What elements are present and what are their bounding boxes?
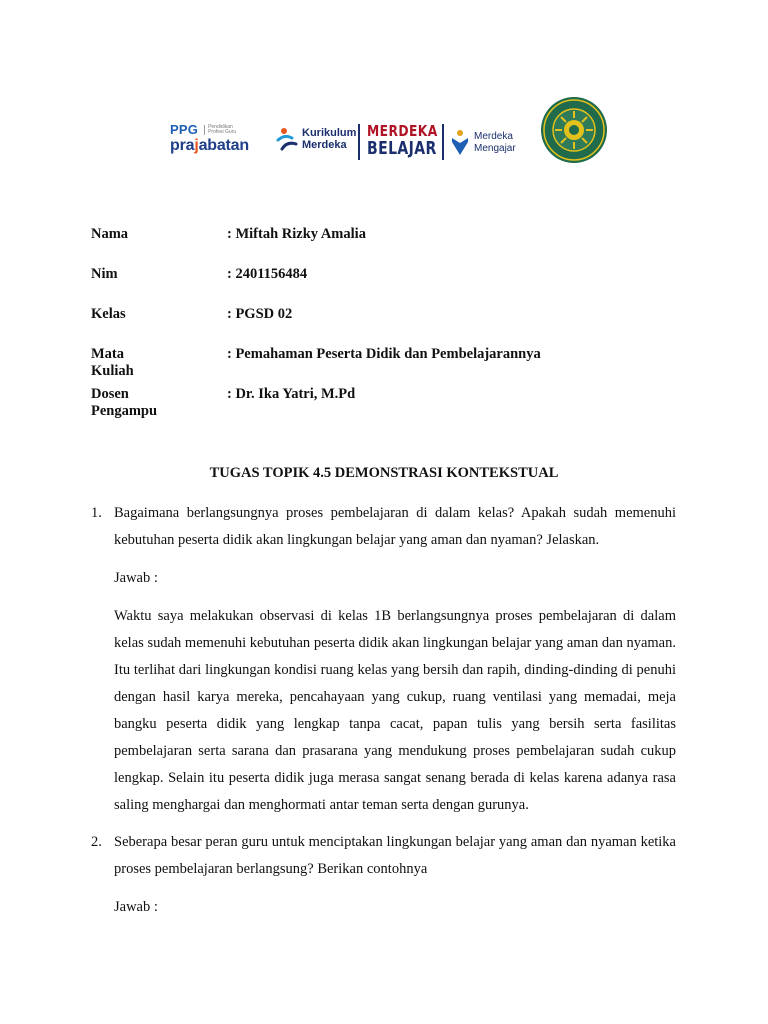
info-value: : Pemahaman Peserta Didik dan Pembelajarannya <box>227 346 541 362</box>
info-value: : Dr. Ika Yatri, M.Pd <box>227 386 356 402</box>
question-number: 2. <box>91 834 102 850</box>
info-value: : PGSD 02 <box>227 306 293 322</box>
kurikulum-logo-line2: Merdeka <box>302 139 347 151</box>
logo-divider <box>442 124 444 160</box>
document-title: TUGAS TOPIK 4.5 DEMONSTRASI KONTEKSTUAL <box>209 465 559 481</box>
ppg-prajabatan-logo <box>170 122 249 155</box>
prajabatan-wordmark: prajabatan <box>170 137 249 154</box>
ppg-logo-subtext: Pendidikan Profesi Guru <box>204 125 242 135</box>
merdeka-belajar-line2: BELAJAR <box>367 138 437 159</box>
logo-strip <box>0 96 768 166</box>
answer-text: Waktu saya melakukan observasi di kelas 1B berlangsungnya proses pembelajaran di dalam kelas sudah memenuhi kebutuhan peserta didik akan lingkungan belajar yang aman dan nyaman. Itu terlihat dari lingkungan kondisi ruang kelas yang bersih dan rapih, dinding-dinding di penuhi dengan hasil karya mereka, pencahayaan yang cukup, ruang ventilasi yang memadai, meja bangku peserta didik yang lengkap tanpa cacat, papan tulis yang bersih serta fasilitas pembelajaran serta sarana dan prasarana yang mendukung proses pembelajaran sudah cukup lengkap. Selain itu peserta didik juga merasa sangat senang berada di kelas karena adanya rasa saling menghargai dan menghormati antar teman serta dengan gurunya. <box>114 608 676 813</box>
university-seal-icon <box>540 96 608 164</box>
mengajar-logo-line2: Mengajar <box>474 143 516 154</box>
info-value: : 2401156484 <box>227 266 308 282</box>
university-seal-logo <box>540 96 608 169</box>
info-label: Mata Kuliah <box>91 346 134 379</box>
info-label: Dosen Pengampu <box>91 386 158 419</box>
question-text: Bagaimana berlangsungnya proses pembelajaran di dalam kelas? Apakah sudah memenuhi kebutuhan peserta didik akan lingkungan belajar yang aman dan nyaman? Jelaskan. <box>114 505 676 548</box>
mengajar-logo-line1: Merdeka <box>474 131 513 142</box>
answer-label: Jawab : <box>114 570 158 586</box>
info-label: Kelas <box>91 306 126 322</box>
answer-label: Jawab : <box>114 899 158 915</box>
ppg-logo-text: PPG <box>170 122 199 137</box>
kurikulum-merdeka-icon <box>276 126 298 152</box>
merdeka-belajar-line1: MERDEKA <box>367 122 438 140</box>
kurikulum-merdeka-logo <box>276 126 356 152</box>
info-value: : Miftah Rizky Amalia <box>227 226 366 242</box>
kurikulum-logo-line1: Kurikulum <box>302 127 357 139</box>
info-label: Nama <box>91 226 129 242</box>
merdeka-mengajar-logo <box>450 129 516 157</box>
question-text: Seberapa besar peran guru untuk menciptakan lingkungan belajar yang aman dan nyaman ketika proses pembelajaran berlangsung? Berikan contohnya <box>114 834 676 877</box>
question-number: 1. <box>91 505 102 521</box>
merdeka-mengajar-icon <box>450 129 470 157</box>
info-label: Nim <box>91 266 118 282</box>
logo-divider <box>358 124 360 160</box>
